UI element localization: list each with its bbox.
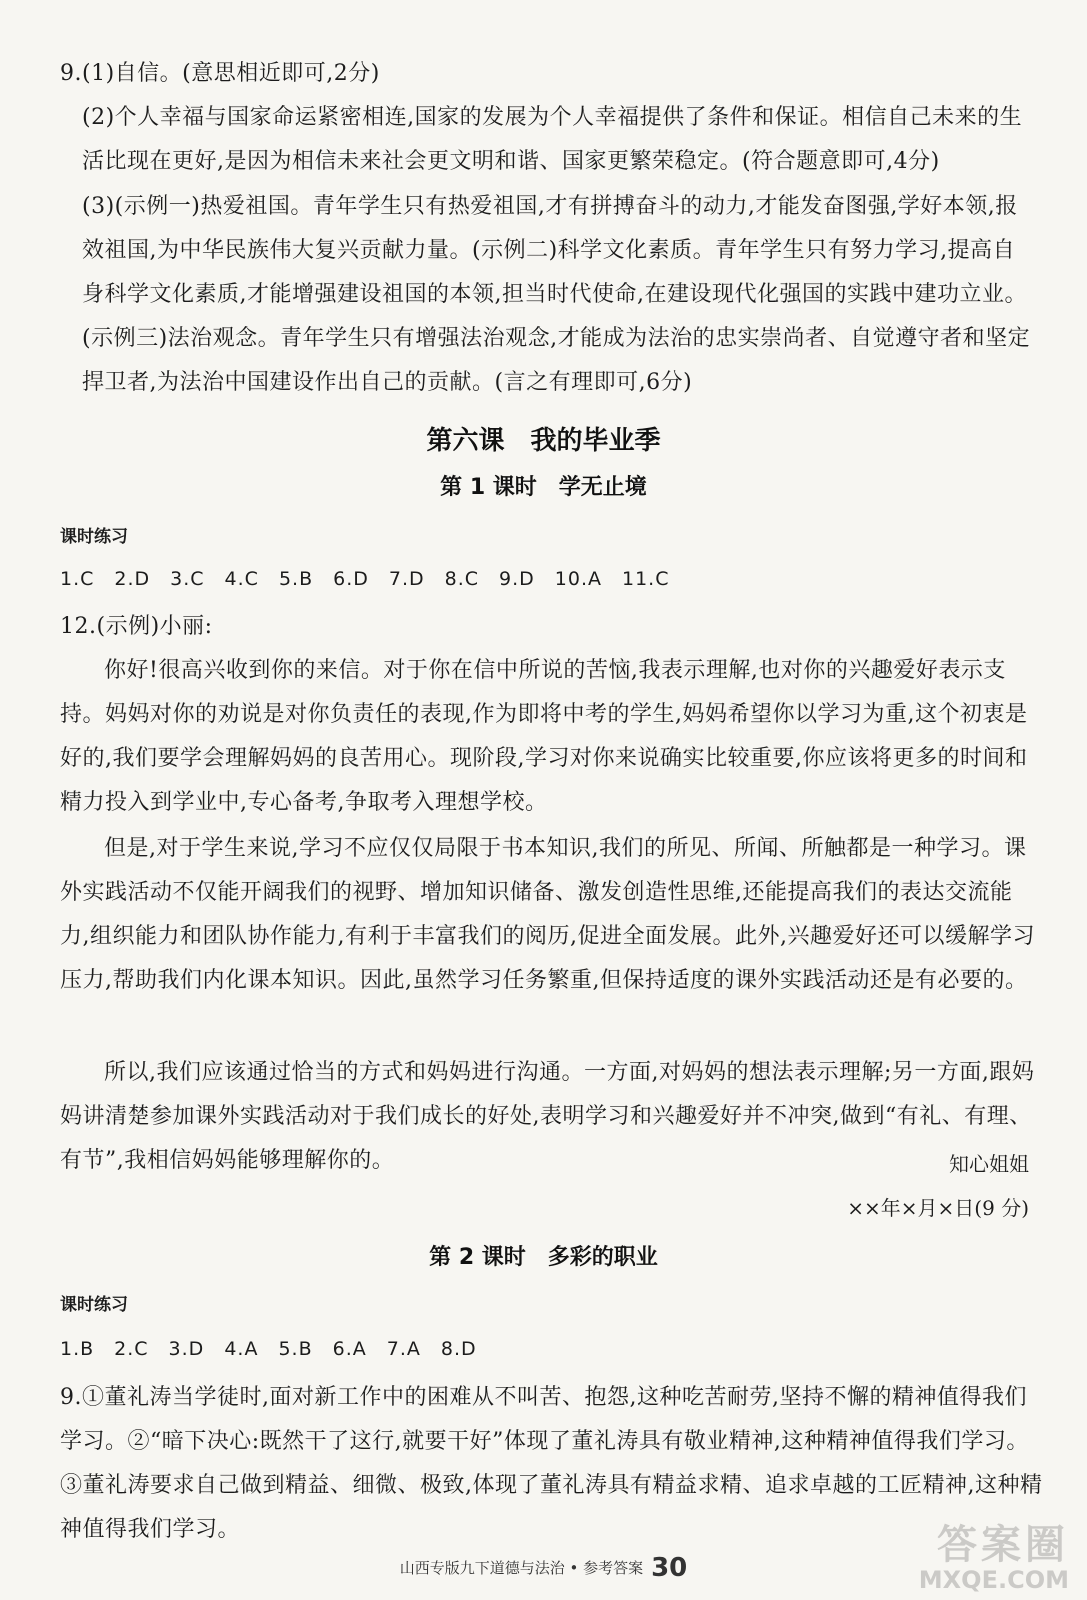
footer-text: 山西专版九下道德与法治 • 参考答案 [399, 1559, 644, 1577]
section1-choice-answers: 1.C 2.D 3.C 4.C 5.B 6.D 7.D 8.C 9.D 10.A 11.C [60, 568, 670, 590]
lesson-title: 第六课 我的毕业季 [426, 426, 661, 456]
section2-q9: 9.①董礼涛当学徒时,面对新工作中的困难从不叫苦、抱怨,这种吃苦耐劳,坚持不懈的精神值得我们学习。②“暗下决心:既然干了这行,就要干好”体现了董礼涛具有敬业精神,这种精神值得我们学习。③董礼涛要求自己做到精益、细微、极致,体现了董礼涛具有精益求精、追求卓越的工匠精神,这种精神值得我们学习。 [60, 1385, 1043, 1542]
letter-signature: 知心姐姐 [949, 1152, 1029, 1176]
section2-choice-answers: 1.B 2.C 3.D 4.A 5.B 6.A 7.A 8.D [60, 1338, 477, 1360]
letter-date: ××年×月×日(9 分) [847, 1196, 1029, 1220]
section1-label: 课时练习 [60, 527, 128, 547]
watermark-text: 答案圈 [937, 1522, 1069, 1568]
q12-heading: 12.(示例)小丽: [60, 614, 213, 639]
section2-title: 第 2 课时 多彩的职业 [429, 1245, 658, 1270]
watermark-url: MXQE.COM [918, 1566, 1069, 1594]
q9-part3: (3)(示例一)热爱祖国。青年学生只有热爱祖国,才有拼搏奋斗的动力,才能发奋图强,学好本领,报效祖国,为中华民族伟大复兴贡献力量。(示例二)科学文化素质。青年学生只有努力学习,提高自身科学文化素质,才能增强建设祖国的本领,担当时代使命,在建设现代化强国的实践中建功立业。(示例三)法治观念。青年学生只有增强法治观念,才能成为法治的忠实崇尚者、自觉遵守者和坚定捍卫者,为法治中国建设作出自己的贡献。(言之有理即可,6分) [82, 194, 1031, 395]
letter-paragraph-1: 你好!很高兴收到你的来信。对于你在信中所说的苦恼,我表示理解,也对你的兴趣爱好表示支持。妈妈对你的劝说是对你负责任的表现,作为即将中考的学生,妈妈希望你以学习为重,这个初衷是好的,我们要学会理解妈妈的良苦用心。现阶段,学习对你来说确实比较重要,你应该将更多的时间和精力投入到学业中,专心备考,争取考入理想学校。 [60, 658, 1028, 815]
q9-part1: 9.(1)自信。(意思相近即可,2分) [60, 61, 380, 86]
page-number: 30 [651, 1553, 688, 1583]
section1-title: 第 1 课时 学无止境 [440, 475, 647, 500]
watermark-logo [919, 1513, 1069, 1594]
letter-paragraph-3: 所以,我们应该通过恰当的方式和妈妈进行沟通。一方面,对妈妈的想法表示理解;另一方面,跟妈妈讲清楚参加课外实践活动对于我们成长的好处,表明学习和兴趣爱好并不冲突,做到“有礼、有理、有节”,我相信妈妈能够理解你的。 [60, 1060, 1035, 1173]
q9-part2: (2)个人幸福与国家命运紧密相连,国家的发展为个人幸福提供了条件和保证。相信自己未来的生活比现在更好,是因为相信未来社会更文明和谐、国家更繁荣稳定。(符合题意即可,4分) [82, 105, 1023, 174]
section2-label: 课时练习 [60, 1295, 128, 1315]
letter-paragraph-2: 但是,对于学生来说,学习不应仅仅局限于书本知识,我们的所见、所闻、所触都是一种学习。课外实践活动不仅能开阔我们的视野、增加知识储备、激发创造性思维,还能提高我们的表达交流能力,组织能力和团队协作能力,有利于丰富我们的阅历,促进全面发展。此外,兴趣爱好还可以缓解学习压力,帮助我们内化课本知识。因此,虽然学习任务繁重,但保持适度的课外实践活动还是有必要的。 [60, 836, 1035, 993]
